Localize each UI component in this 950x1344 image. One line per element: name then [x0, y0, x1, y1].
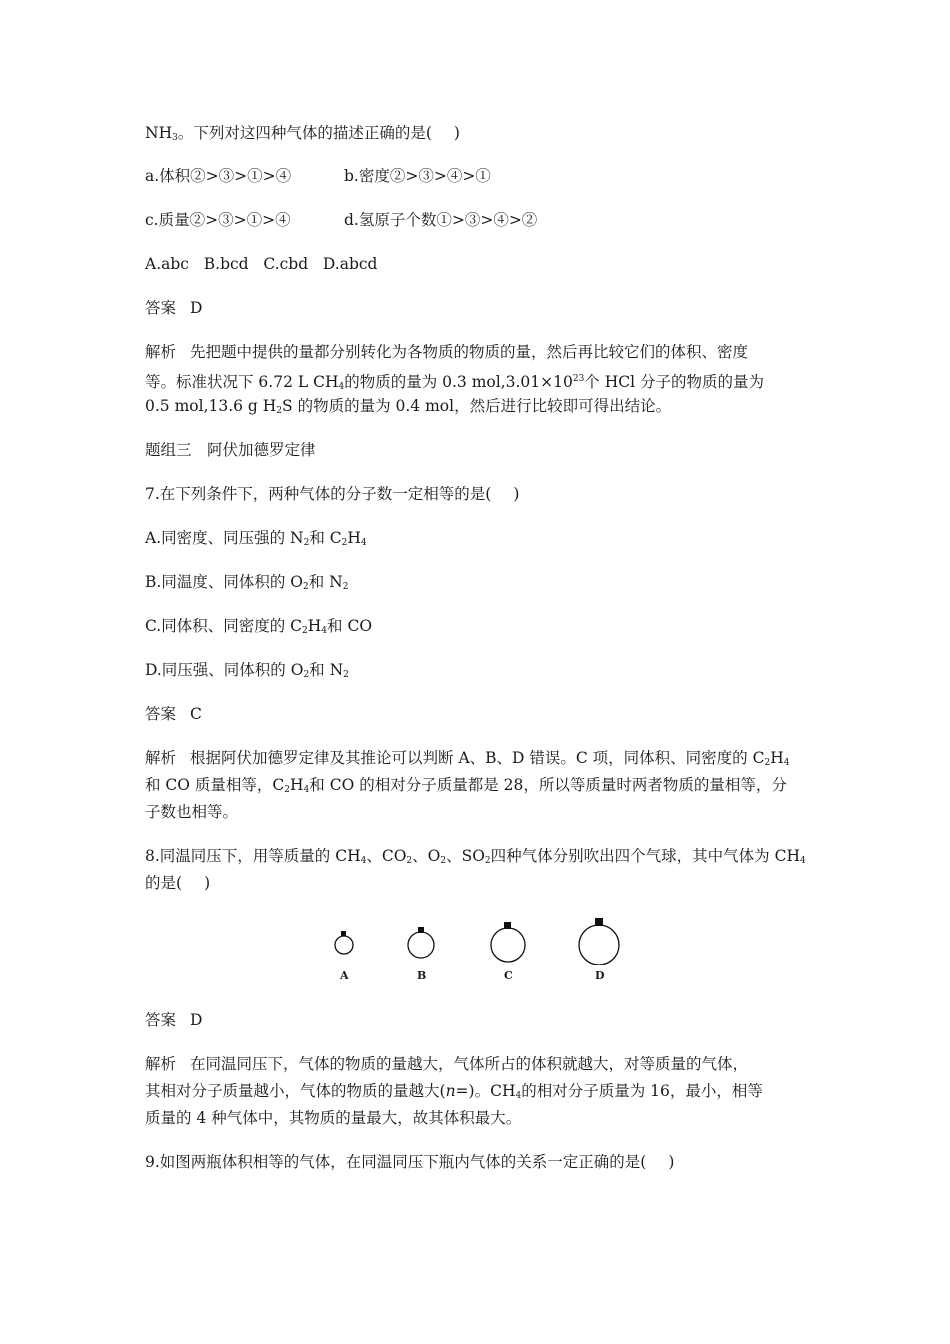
q6-analysis-line-2: 等。标准状况下 6.72 L $CH_4$的物质的量为 0.3 $mol,3.01\times 10^{23}$个 HCl 分子的物质的量为: [145, 373, 764, 392]
q7-option-c: C.同体积、同密度的 $C_2H_4$和 CO: [145, 617, 373, 636]
q7-analysis-line-3: 子数也相等。: [145, 803, 239, 821]
q7-option-d: D.同压强、同体积的 $O_2$和 $N_2$: [145, 661, 349, 680]
balloon-a: [335, 931, 353, 954]
q8-analysis-line-1: 解析 在同温同压下，气体的物质的量越大，气体所占的体积就越大，对等质量的气体，: [145, 1055, 749, 1073]
q8-analysis-line-2: 其相对分子质量越小，气体的物质的量越大(n=)。$CH_4$的相对分子质量为 16，最小，相等: [145, 1082, 763, 1101]
q6-choices: A.abc B.bcd C.cbd D.abcd: [145, 255, 378, 273]
q8-analysis-line-3: 质量的 4 种气体中，其物质的量最大，故其体积最大。: [145, 1109, 522, 1127]
q6-analysis-line-1: 解析 先把题中提供的量都分别转化为各物质的物质的量，然后再比较它们的体积、密度: [145, 343, 749, 361]
q7-option-a: A.同密度、同压强的 $N_2$和 $C_2H_4$: [145, 529, 367, 548]
q8-answer: 答案 D: [145, 1011, 203, 1029]
q8-stem-line-2: 的是( ): [145, 874, 211, 892]
q6-option-a: a.体积②>③>①>④: [145, 167, 292, 185]
balloons-drawing: [318, 915, 638, 965]
balloon-label-a: A: [340, 969, 349, 982]
balloon-label-d: D: [595, 969, 605, 982]
q7-answer: 答案 C: [145, 705, 202, 723]
balloon-c: [491, 922, 525, 962]
q6-option-c: c.质量②>③>①>④: [145, 211, 291, 229]
q7-stem: 7.在下列条件下，两种气体的分子数一定相等的是( ): [145, 485, 520, 503]
q6-analysis-line-3: 0.5 mol,13.6 g $H_2S$ 的物质的量为 0.4 mol，然后进行比较即可得出结论。: [145, 397, 672, 416]
q6-option-row-1: [145, 166, 291, 186]
balloon-b: [408, 927, 434, 958]
q8-stem-line-1: 8.同温同压下，用等质量的 $CH_4$、$CO_2$、$O_2$、$SO_2$四种气体分别吹出四个气球，其中气体为 $CH_4$: [145, 847, 806, 866]
q6-option-d: d.氢原子个数①>③>④>②: [344, 211, 538, 229]
balloons-figure: [318, 915, 638, 987]
q6-answer: 答案 D: [145, 299, 203, 317]
balloon-label-c: C: [504, 969, 513, 982]
q7-option-b: B.同温度、同体积的 $O_2$和 $N_2$: [145, 573, 349, 592]
q6-stem-tail: $NH_3$。下列对这四种气体的描述正确的是( ): [145, 124, 460, 143]
q6-option-b: b.密度②>③>④>①: [344, 167, 491, 185]
balloon-d: [579, 918, 619, 965]
q7-analysis-line-1: 解析 根据阿伏加德罗定律及其推论可以判断 A、B、D 错误。C 项，同体积、同密度的 $C_2H_4$: [145, 749, 790, 768]
q7-analysis-line-2: 和 CO 质量相等，$C_2H_4$和 CO 的相对分子质量都是 28，所以等质量时两者物质的量相等，分: [145, 776, 787, 795]
balloon-label-b: B: [417, 969, 427, 982]
q9-stem: 9.如图两瓶体积相等的气体，在同温同压下瓶内气体的关系一定正确的是( ): [145, 1153, 675, 1171]
section-heading-group3: 题组三 阿伏加德罗定律: [145, 441, 316, 459]
